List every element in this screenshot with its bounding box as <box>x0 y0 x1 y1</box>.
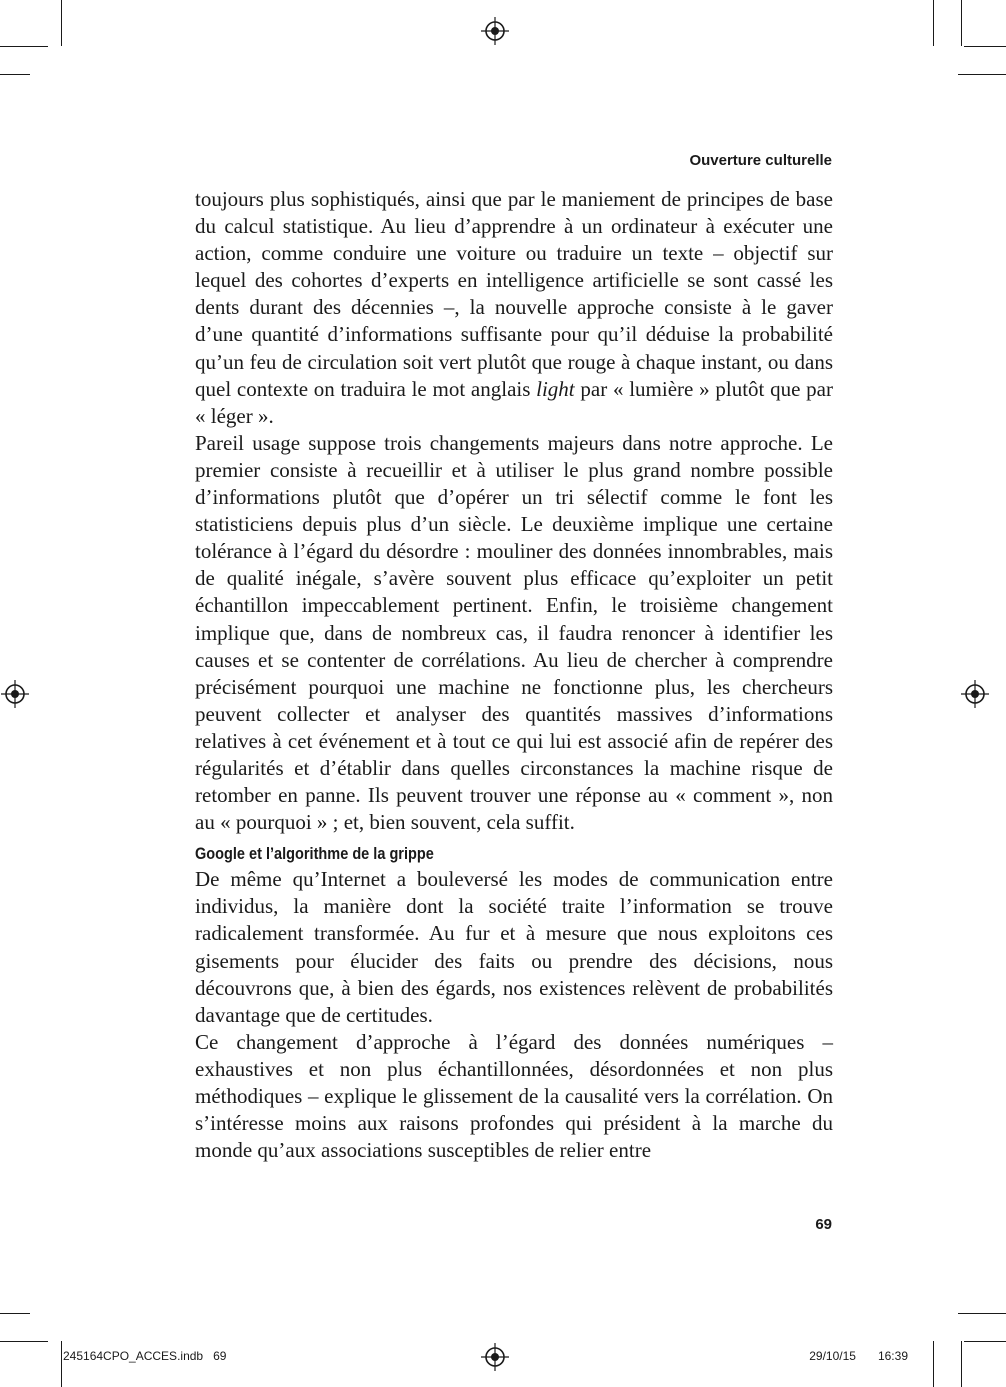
registration-mark-icon <box>1 680 29 708</box>
crop-mark <box>0 74 30 75</box>
paragraph: Ce changement d’approche à l’égard des données numériques – exhaustives et non plus échantillonnées, désordonnées et non plus méthodiques – explique le glissement de la causalité vers la corrélation. On s’intéresse moins aux raisons profondes qui président à la marche du monde qu’aux associations susceptibles de relier entre <box>195 1029 833 1163</box>
crop-mark <box>958 1313 1006 1314</box>
section-heading: Google et l’algorithme de la grippe <box>195 845 434 864</box>
crop-mark <box>0 46 48 47</box>
italic-word: light <box>536 376 575 401</box>
crop-mark <box>964 1341 1006 1342</box>
running-head: Ouverture culturelle <box>689 152 832 169</box>
crop-mark <box>933 0 934 46</box>
slug-date-time: 29/10/15 16:39 <box>809 1349 908 1363</box>
crop-mark <box>933 1341 934 1387</box>
crop-mark <box>61 1341 62 1387</box>
paragraph: Pareil usage suppose trois changements majeurs dans notre approche. Le premier consiste à recueillir et à utiliser le plus grand nombre possible d’informations plutôt que d’opérer un tri sélectif comme le font les statisticiens depuis plus d’un siècle. Le deuxième implique une certaine tolérance à l’égard du désordre : mouliner des données innombrables, mais de qualité inégale, s’avère souvent plus efficace qu’exploiter un petit échantillon impeccablement pertinent. Enfin, le troisième changement implique que, dans de nombreux cas, il faudra renoncer à identifier les causes et se contenter de corrélations. Au lieu de chercher à comprendre précisément pourquoi une machine ne fonctionne plus, les chercheurs peuvent collecter et analyser des quantités massives d’informations relatives à cet événement et à tout ce qui lui est associé afin de repérer des régularités et d’établir dans quelles circonstances la machine risque de retomber en panne. Ils peuvent trouver une réponse au « comment », non au « pourquoi » ; et, bien souvent, cela suffit. <box>195 430 833 835</box>
crop-mark <box>961 1341 962 1387</box>
crop-mark <box>0 1313 30 1314</box>
crop-mark <box>964 46 1006 47</box>
crop-mark <box>958 74 1006 75</box>
slug-file: 245164CPO_ACCES.indb 69 <box>63 1349 227 1363</box>
page-number: 69 <box>815 1216 832 1233</box>
crop-mark <box>0 1341 48 1342</box>
registration-mark-icon <box>961 680 989 708</box>
crop-mark <box>61 0 62 46</box>
body-text <box>195 186 833 1164</box>
paragraph-text: par « lumière » plutôt que par « léger ». <box>195 376 833 428</box>
crop-mark <box>961 0 962 46</box>
registration-mark-icon <box>481 17 509 45</box>
paragraph: De même qu’Internet a bouleversé les modes de communication entre individus, la manière dont la société traite l’information se trouve radicalement transformée. Au fur et à mesure que nous exploitons ces gisements pour élucider des faits ou prendre des décisions, nous découvrons que, à bien des égards, nos existences relèvent de probabilités davantage que de certitudes. <box>195 867 833 1027</box>
registration-mark-icon <box>481 1343 509 1371</box>
paragraph-text: toujours plus sophistiqués, ainsi que par le maniement de principes de base du calcul statistique. Au lieu d’apprendre à un ordinateur à exécuter une action, comme conduire une voiture ou traduire un texte – objectif sur lequel des cohortes d’experts en intelligence artificielle se sont cassé les dents durant des décennies –, la nouvelle approche consiste à le gaver d’une quantité d’informations suffisante pour qu’il déduise la probabilité qu’un feu de circulation soit vert plutôt que rouge à chaque instant, ou dans quel contexte on traduira le mot anglais <box>195 187 833 401</box>
paragraph <box>195 186 833 430</box>
